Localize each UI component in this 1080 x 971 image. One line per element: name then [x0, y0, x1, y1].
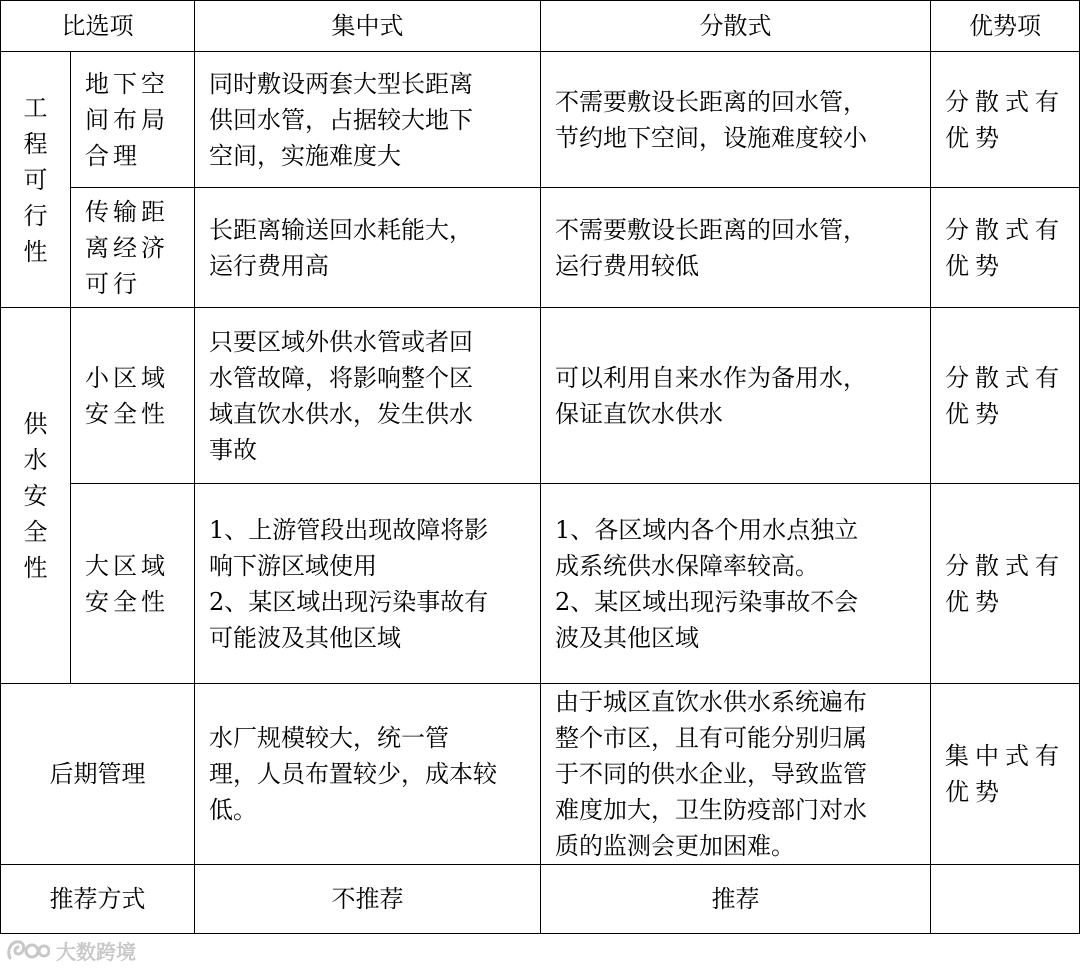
sub-item-label: [71, 308, 195, 484]
text-line: 优势: [945, 399, 1005, 428]
text-line: 分散式有: [945, 551, 1065, 580]
decentralized-cell: [541, 484, 931, 684]
text-line: 质的监测会更加困难。: [555, 832, 795, 860]
advantage-cell: [931, 188, 1080, 308]
text-line: 1、各区域内各个用水点独立: [555, 515, 859, 544]
header-option: 比选项: [1, 1, 195, 52]
text-line: 地下空: [85, 69, 169, 98]
category-char: 性: [23, 553, 48, 582]
text-line: 优势: [945, 587, 1005, 616]
category-char: 行: [23, 201, 48, 230]
text-line: 2、某区域出现污染事故有: [209, 587, 489, 616]
advantage-cell: [931, 484, 1080, 684]
text-line: 不需要敷设长距离的回水管，: [555, 87, 867, 116]
text-line: 传输距: [85, 197, 169, 226]
text-line: 长距离输送回水耗能大，: [209, 215, 473, 244]
text-line: 空间，实施难度大: [209, 141, 401, 170]
text-line: 安全性: [85, 587, 169, 616]
text-line: 大区域: [85, 551, 169, 580]
category-char: 性: [23, 237, 48, 266]
table-row: [1, 684, 1080, 865]
watermark: [4, 934, 136, 966]
decentralized-cell: [541, 308, 931, 484]
watermark-text: 大数跨境: [56, 939, 136, 964]
category-char: 供: [23, 409, 48, 438]
category-char: 程: [23, 129, 48, 158]
text-line: 波及其他区域: [555, 623, 699, 652]
text-line: 优势: [945, 251, 1005, 280]
text-line: 可以利用自来水作为备用水，: [555, 363, 867, 392]
decentralized-recommendation: 推荐: [541, 865, 931, 934]
category-supply-safety: [1, 308, 71, 684]
text-line: 间布局: [85, 105, 169, 134]
text-line: 由于城区直饮水供水系统遍布: [555, 688, 867, 716]
advantage-cell: [931, 52, 1080, 188]
centralized-cell: [195, 52, 541, 188]
text-line: 集中式有: [945, 742, 1065, 770]
text-line: 事故: [209, 435, 257, 464]
table-row: [1, 484, 1080, 684]
text-line: 运行费用较低: [555, 251, 699, 280]
table-row: [1, 865, 1080, 934]
text-line: 难度加大，卫生防疫部门对水: [555, 796, 867, 824]
advantage-cell: [931, 308, 1080, 484]
text-line: 水厂规模较大，统一管: [209, 724, 449, 752]
text-line: 响下游区域使用: [209, 551, 377, 580]
text-line: 保证直饮水供水: [555, 399, 723, 428]
text-line: 小区域: [85, 363, 169, 392]
advantage-cell: [931, 684, 1080, 865]
text-line: 可行: [85, 269, 141, 298]
header-advantage: 优势项: [931, 1, 1080, 52]
text-line: 同时敷设两套大型长距离: [209, 69, 473, 98]
centralized-cell: [195, 188, 541, 308]
centralized-cell: [195, 684, 541, 865]
text-line: 域直饮水供水，发生供水: [209, 399, 473, 428]
category-engineering-feasibility: [1, 52, 71, 308]
advantage-recommendation: [931, 865, 1080, 934]
text-line: 优势: [945, 123, 1005, 152]
text-line: 分散式有: [945, 215, 1065, 244]
text-line: 离经济: [85, 233, 169, 262]
decentralized-cell: [541, 52, 931, 188]
category-char: 工: [23, 93, 48, 122]
text-line: 分散式有: [945, 87, 1065, 116]
header-row: [1, 1, 1080, 52]
category-label: [1, 406, 70, 586]
category-char: 全: [23, 517, 48, 546]
header-decentralized: 分散式: [541, 1, 931, 52]
text-line: 水管故障，将影响整个区: [209, 363, 473, 392]
text-line: 运行费用高: [209, 251, 329, 280]
text-line: 低。: [209, 796, 257, 824]
text-line: 2、某区域出现污染事故不会: [555, 587, 859, 616]
sub-item-label: [71, 484, 195, 684]
decentralized-cell: [541, 188, 931, 308]
later-management-label: 后期管理: [1, 684, 195, 865]
text-line: 合理: [85, 141, 141, 170]
table-row: [1, 188, 1080, 308]
decentralized-cell: [541, 684, 931, 865]
centralized-recommendation: 不推荐: [195, 865, 541, 934]
text-line: 优势: [945, 778, 1005, 806]
text-line: 于不同的供水企业，导致监管: [555, 760, 867, 788]
category-char: 水: [23, 445, 48, 474]
sub-item-label: [71, 188, 195, 308]
header-centralized: 集中式: [195, 1, 541, 52]
text-line: 可能波及其他区域: [209, 623, 401, 652]
text-line: 供回水管，占据较大地下: [209, 105, 473, 134]
logo-swirl-icon: [4, 936, 50, 964]
table-row: [1, 308, 1080, 484]
category-label: [1, 90, 70, 270]
sub-item-label: [71, 52, 195, 188]
text-line: 分散式有: [945, 363, 1065, 392]
category-char: 可: [23, 165, 48, 194]
category-char: 安: [23, 481, 48, 510]
centralized-cell: [195, 484, 541, 684]
centralized-cell: [195, 308, 541, 484]
text-line: 节约地下空间，设施难度较小: [555, 123, 867, 152]
table-row: [1, 52, 1080, 188]
text-line: 安全性: [85, 399, 169, 428]
text-line: 成系统供水保障率较高。: [555, 551, 819, 580]
recommendation-label: 推荐方式: [1, 865, 195, 934]
text-line: 理，人员布置较少，成本较: [209, 760, 497, 788]
text-line: 只要区域外供水管或者回: [209, 327, 473, 356]
text-line: 1、上游管段出现故障将影: [209, 515, 489, 544]
text-line: 整个市区，且有可能分别归属: [555, 724, 867, 752]
text-line: 不需要敷设长距离的回水管，: [555, 215, 867, 244]
